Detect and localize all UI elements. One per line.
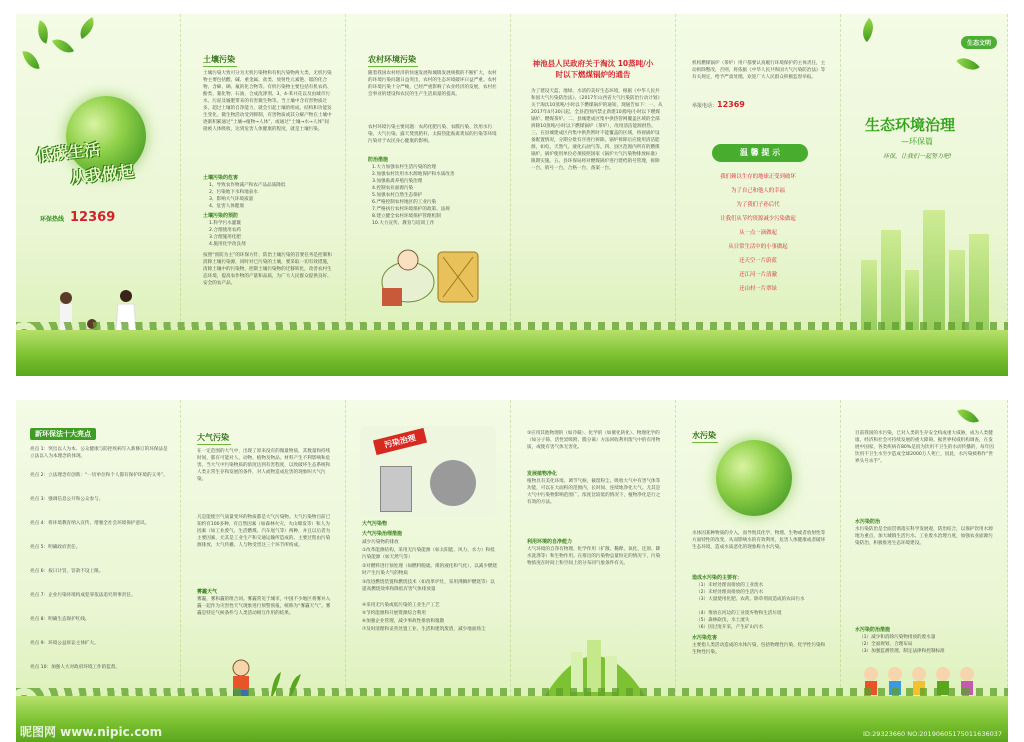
notice-body: 为了建设天蓝、地绿、水清的美好生态环境，根据《中华人民共和国大气污染防治法》、《2017年山西省大气污染防治行动计划》关于淘汰10蒸吨/小时以下燃煤锅炉的通知，现通告如下：一、从2017年4月30日起，全县范围内禁止新建10蒸吨/小时以下燃煤锅炉、燃煤茶炉。二、县城建成区集中供热管网覆盖区域的全部拆除10蒸吨/小时以下燃煤锅炉（茶炉），改用清洁能源供热。三、在县城建成区内集中供热暂时不能覆盖的区域，将视锅炉设备配置情况，分期分批有序进行拆除。锅炉拆除后应使用清洁能源，如电、天然气、液化石油气等。四、县区范围内所有的燃煤锅炉，锅炉使用单位必须按照国家《锅炉大气污染物排放标准》限期实施。五、县环保局将对燃煤锅炉进行建档销号管理，拆除一台，销号一台，合格一台，备案一台。 — [531, 89, 663, 171]
highlight-4: 亮点 4：将环境教育纳入宣传，增强全社会环境保护意识。 — [30, 521, 150, 526]
tips-info-text: 机构燃煤锅炉（茶炉）用户都要认真履行环境保护的主体责任，主动拆除整改，否则，将依据《中华人民共和国大气污染防治法》等有关规定，给予严肃处理。欢迎广大人民群众积极监督举报。 — [692, 61, 826, 80]
leaf-decoration — [856, 18, 880, 42]
self-clean-text: 大气环境的自净有物理、化学作用（扩散、稀释、氧化、还原、降水洗涤等）和生物作用。在排出的污染物总量恒定的情况下，污染物浓度在时间上和空间上的分布同气象条件有关。 — [527, 547, 661, 566]
city-silhouette — [949, 250, 965, 330]
control-banner: 污染治理 — [373, 428, 427, 455]
headline-start-from-me: 从我做起 — [69, 161, 135, 188]
rural-problems: 农村环境污染主要问题：农药化肥污染、农膜污染、饮用水污染、大气污染、露天焚烧秸秆、太阳热能畜禽粪尿的污染等环境污染对于农民身心健康的影响。 — [368, 125, 497, 144]
leaf-decoration — [52, 34, 74, 58]
grass-decoration — [16, 330, 1008, 376]
water-threat-text: 目前我国的水污染，已对人类的生存安全构成重大威胁，成为人类健康、经济和社会可持续发展的重大障碍。据世界权威机构调查，在发展中国家，各类疾病有80%是因为饮用不卫生的水而传播的，每年因饮用不卫生水至少造成全球2000万人死亡，因此，水污染被称作“世界头号杀手”。 — [855, 431, 994, 464]
green-heading: 发展植物净化 — [527, 471, 558, 477]
highlights-title: 新环保法十大亮点 — [30, 428, 96, 440]
highlight-6: 亮点 6：按日计罚，罚款不设上限。 — [30, 569, 104, 574]
leaf-decoration — [22, 49, 39, 71]
water-prevention-heading: 水污染防治 — [855, 519, 881, 525]
factory-icon — [380, 466, 412, 512]
soil-prevent-4: 4.施用化学改良剂 — [209, 242, 246, 247]
air-intro: 在一定范围的大气中，出现了原来没有的微量物质，其数量和持续时间，都有可能对人、动物、植物及物品、材料产生不利影响和危害。当大气中污染物质的浓度达到有害程度，以致破坏生态系统和人类正常生存和发展的条件，对人或物造成危害的现象叫大气污染。 — [197, 449, 331, 482]
highlight-2: 亮点 2：立法理念有创新：“一切单位和个人都有保护环境的义务”。 — [30, 473, 168, 478]
soil-prevent-3: 3.合理施用化肥 — [209, 235, 241, 240]
city-silhouette — [923, 210, 945, 330]
report-label: 举报电话： — [692, 103, 718, 109]
soil-prevent-1: 1.科学污水灌溉 — [209, 221, 241, 226]
green-text: 植物具有美化环境、调节气候、截留粉尘、吸收大气中有害气体等功能，可以在大面积的范围内，长时间、连续地净化大气。尤其是大气中污染物影响范围广、浓度比较低的情况下，植物净化是行之有效的方法。 — [527, 479, 661, 505]
leaf-decoration — [75, 17, 99, 39]
tip-8: 还江河一片清澈 — [739, 272, 777, 278]
brochure-inside — [16, 400, 1008, 742]
highlight-7: 亮点 7：企业污染环境构成犯罪依法追究刑事责任。 — [30, 593, 136, 598]
air-pollutants: 凡是能使空气质量变坏的物质都是大气污染物。大气污染物目前已知约有100多种。有自然因素（如森林火灾、火山爆发等）和人为因素（如工业废气、生活燃煤、汽车尾气等）两种，并且以后者为主要因素，尤其是工业生产和交通运输所造成的。主要过程由污染源排放、大气传播、人与物受害这三个环节所构成。 — [197, 515, 331, 548]
highlight-9: 亮点 9：环境公益诉讼主体扩大。 — [30, 641, 99, 646]
rural-measure-5: 5.加强农村自然生态保护 — [372, 193, 423, 198]
highlight-3: 亮点 3：强调信息公开和公众参与。 — [30, 497, 104, 502]
soil-harm-3: 3、影响大气环境质量 — [209, 197, 254, 202]
smog-text: 雾霾，雾和霾的组合词。雾霾常见于城市，中国不少地区将雾并入霾一起作为灾害性天气现象进行预警预报，统称为“雾霾天气”。雾霾是特定气候条件与人类活动相互作用的结果。 — [197, 597, 331, 616]
smog-heading: 雾霾天气 — [197, 589, 218, 595]
cover-tagline: 环保，让我们一起努力吧! — [883, 153, 952, 160]
soil-harm-1: 1、导致农作物减产和农产品品质降低 — [209, 183, 286, 188]
city-silhouette — [861, 260, 877, 330]
control-measure-6: ⑤节约能源和开展资源综合利用 — [362, 611, 426, 616]
soil-harm-heading: 土壤污染的危害 — [203, 175, 239, 181]
earth-hands-icon — [716, 440, 792, 516]
brochure-outside — [16, 14, 1008, 376]
city-silhouette — [905, 270, 919, 330]
rural-measure-1: 1.大力加强农村生活污染的治理 — [372, 165, 437, 170]
smog-cartoon-illustration — [360, 426, 496, 516]
soil-title: 土壤污染 — [203, 54, 237, 67]
tip-2: 为了自己和他人的幸福 — [731, 188, 785, 194]
tip-1: 我们赖以生存的地球正受到破坏 — [720, 174, 796, 180]
water-title: 水污染 — [692, 430, 718, 443]
self-clean-heading: 利用环境的自净能力 — [527, 539, 573, 545]
control-measures-heading: 大气污染治理措施 — [362, 531, 403, 537]
water-sources-heading: 造成水污染的主要有： — [692, 575, 743, 581]
soil-prevent-2: 2.合理使用农药 — [209, 228, 241, 233]
tip-5: 从一点一滴做起 — [739, 230, 777, 236]
leaf-decoration — [956, 52, 980, 76]
soil-prevent-heading: 土壤污染的预防 — [203, 213, 239, 219]
control-measure-8: ⑦及时清理和妥善处置工业、生活和建筑废渣，减少地面扬尘 — [362, 627, 486, 632]
highlight-8: 亮点 8：明确生态保护红线。 — [30, 617, 90, 622]
smog-cloud-icon — [430, 460, 476, 506]
headline-low-carbon: 低碳生活 — [35, 139, 101, 166]
control-measure-3: ②对燃料进行预处理（如燃料脱硫、煤的液化和气化），以减少燃烧时产生污染大气的物质 — [362, 564, 498, 576]
rural-measure-3: 3.加强畜禽养殖污染治理 — [372, 179, 423, 184]
hotline — [40, 210, 115, 225]
cover-title: 生态环境治理 — [865, 116, 956, 134]
water-prevention-text: 水污染防治是全面贯彻落实科学发展观，防治结合，以保护饮用水源地为重点，加大城镇生活污水、工业废水治理力度，加强农业面源污染防治，积极推进生态环境建设。 — [855, 527, 993, 546]
city-silhouette — [969, 234, 989, 330]
water-measure-3: （3）加强监测管理，制定法律和控制标准 — [859, 649, 945, 654]
pollutants-heading: 大气污染物 — [362, 521, 388, 527]
rural-intro: 随着我国农村经济的快速发展和城镇发展规模的不断扩大，农村的环境污染问题日益突出，农村的生态环境破坏日益严重。农村的环境污染十分严峻，已经严重影响了农业经济的发展，农村社会事业的建设和农民的生产生活质量的提高。 — [368, 71, 497, 97]
tip-7: 还天空一片蔚蓝 — [739, 258, 777, 264]
highlight-1: 亮点 1：突出以人为本、公众健康与防控疾病写入新修订的环保法是立法以人为本理念的体现。 — [30, 447, 168, 459]
eco-civilization-badge: 生态文明 — [961, 36, 997, 49]
rural-measure-2: 2.加强农村饮用水水源地保护和水质改善 — [372, 172, 455, 177]
water-source-6: （6）因过度开采，产生矿山污水 — [696, 625, 764, 630]
watermark-right: ID:29323660 NO:20190605175011636037 — [862, 730, 1002, 738]
tip-4: 让我们从节约资源减少污染做起 — [720, 216, 796, 222]
highlight-10: 亮点 10：加强人大对政府环境工作的监督。 — [30, 665, 120, 670]
report-line — [692, 100, 745, 109]
hotline-label: 环保热线 — [40, 216, 65, 223]
report-number: 12369 — [717, 100, 745, 109]
water-measure-1: （1）减少和消除污染物排放的废水量 — [859, 635, 936, 640]
tips-title: 温 馨 提 示 — [712, 144, 808, 162]
water-source-4: （4）堆放在河边的工业废弃物和生活垃圾 — [696, 611, 782, 616]
water-harm-text: 主要指人类活动造成的水体污染，包括物理性污染、化学性污染和生物性污染。 — [692, 643, 826, 655]
soil-intro: 土壤污染大致可分为无机污染物和有机污染物两大类。无机污染物主要包括酸、碱、重金属、盐类、放射性元素铯、锶的化合物、含砷、硒、氟的化合物等。有机污染物主要包括有机农药、酚类、氰化物、石油、合成洗涤剂、3，4-苯并芘以及由城市污水、污泥及厩肥带来的有害微生物等。当土壤中含有害物质过多，超过土壤的自净能力，就会引起土壤的组成、结构和功能发生变化，微生物活动受到抑制，有害物质或其分解产物在土壤中逐渐积累通过“土壤→植物→人体”，或通过“土壤→水→人体”间接被人体吸收，达到危害人体健康的程度，就是土壤污染。 — [203, 71, 332, 132]
water-source-2: （2）未经处理而排放的生活污水 — [696, 590, 764, 595]
rural-measure-8: 8.建立健全农村环境保护管理机制 — [372, 214, 441, 219]
soil-outro: 按照“预防为主”的环保方针，防治土壤污染的首要任务是控制和消除土壤污染源，同时对已污染的土壤，要采取一切有效措施，清除土壤中的污染物，控制土壤污染物的迁移转化，改善农村生态环境，提高农作物的产量和品质，为广大人民群众提供良好、安全的农产品。 — [203, 253, 332, 286]
rural-measure-7: 7.严格执行农村环境保护的政策、法规 — [372, 207, 450, 212]
water-measure-2: （2）全面规划，合理布局 — [859, 642, 913, 647]
highlight-5: 亮点 5：明确政府责任。 — [30, 545, 81, 550]
rural-measure-9: 10.大力宣传、教育与培训工作 — [372, 221, 435, 226]
leaf-decoration — [33, 20, 53, 44]
cover-subtitle: —环保篇 — [901, 137, 933, 146]
rural-title: 农村环境污染 — [368, 54, 418, 67]
leaf-decoration — [957, 404, 979, 428]
farmer-cartoon-illustration — [368, 232, 488, 312]
water-source-1: （1）未经处理而排放的工业废水 — [696, 583, 764, 588]
air-title: 大气污染 — [197, 432, 231, 445]
grass-decoration — [16, 696, 1008, 742]
tip-6: 从日常生活中的小事做起 — [728, 244, 788, 250]
hotline-number: 12369 — [70, 210, 116, 225]
watermark-left: 昵图网 www.nipic.com — [20, 725, 163, 739]
soil-harm-4: 4、危害人体健康 — [209, 204, 245, 209]
green-city-leaf-illustration — [535, 626, 655, 696]
rural-measure-4: 4.控制农业面源污染 — [372, 186, 414, 191]
recovery-text: ③应用其他物理的（如冷凝）、化学的（如催化转化）、物理化学的（如分子筛、活性炭吸附、膜分离）方法回收利用废气中的有用物质，或使有害气体无害化。 — [527, 431, 661, 450]
soil-harm-2: 2、污染地下水和地表水 — [209, 190, 258, 195]
city-silhouette — [881, 230, 901, 330]
control-measure-1: 减少污染物的排放 — [362, 540, 399, 545]
water-measures-heading: 水污染防治措施 — [855, 627, 891, 633]
control-measure-5: ④采用无污染或低污染的工业生产工艺 — [362, 603, 440, 608]
rural-measure-6: 6.严格控制农村地区的工业污染 — [372, 200, 437, 205]
rural-measures-heading: 防治措施 — [368, 157, 389, 163]
water-harm-heading: 水污染危害 — [692, 635, 718, 641]
control-measure-4: ③改进燃烧装置和燃烧技术（如改革炉灶，采用沸腾炉燃烧等）以提高燃烧效率和降低有害气体排放量 — [362, 580, 495, 592]
tip-3: 为了我们子孙后代 — [736, 202, 780, 208]
tip-9: 还山村一片翠绿 — [739, 286, 777, 292]
notice-title: 神池县人民政府关于淘汰 10蒸吨/小时以下燃煤锅炉的通告 — [532, 59, 654, 79]
water-intro: 水体因某种物质的介入，而导致其化学、物理、生物或者放射性等方面特性的改变，从而影响水的有效利用，危害人体健康或者破坏生态环境，造成水质恶化的现象称为水污染。 — [692, 531, 826, 550]
water-source-3: （3）大量使用化肥、农药、除草剂而造成的农田污水 — [696, 597, 805, 602]
water-source-5: （5）森林砍伐，水土流失 — [696, 618, 750, 623]
control-measure-7: ⑥加强企业管理，减少事故性排放和逸散 — [362, 619, 445, 624]
control-measure-2: ①改革能源结构，采用无污染能源（如太阳能、风力、水力）和低污染能源（如天然气等） — [362, 548, 495, 560]
